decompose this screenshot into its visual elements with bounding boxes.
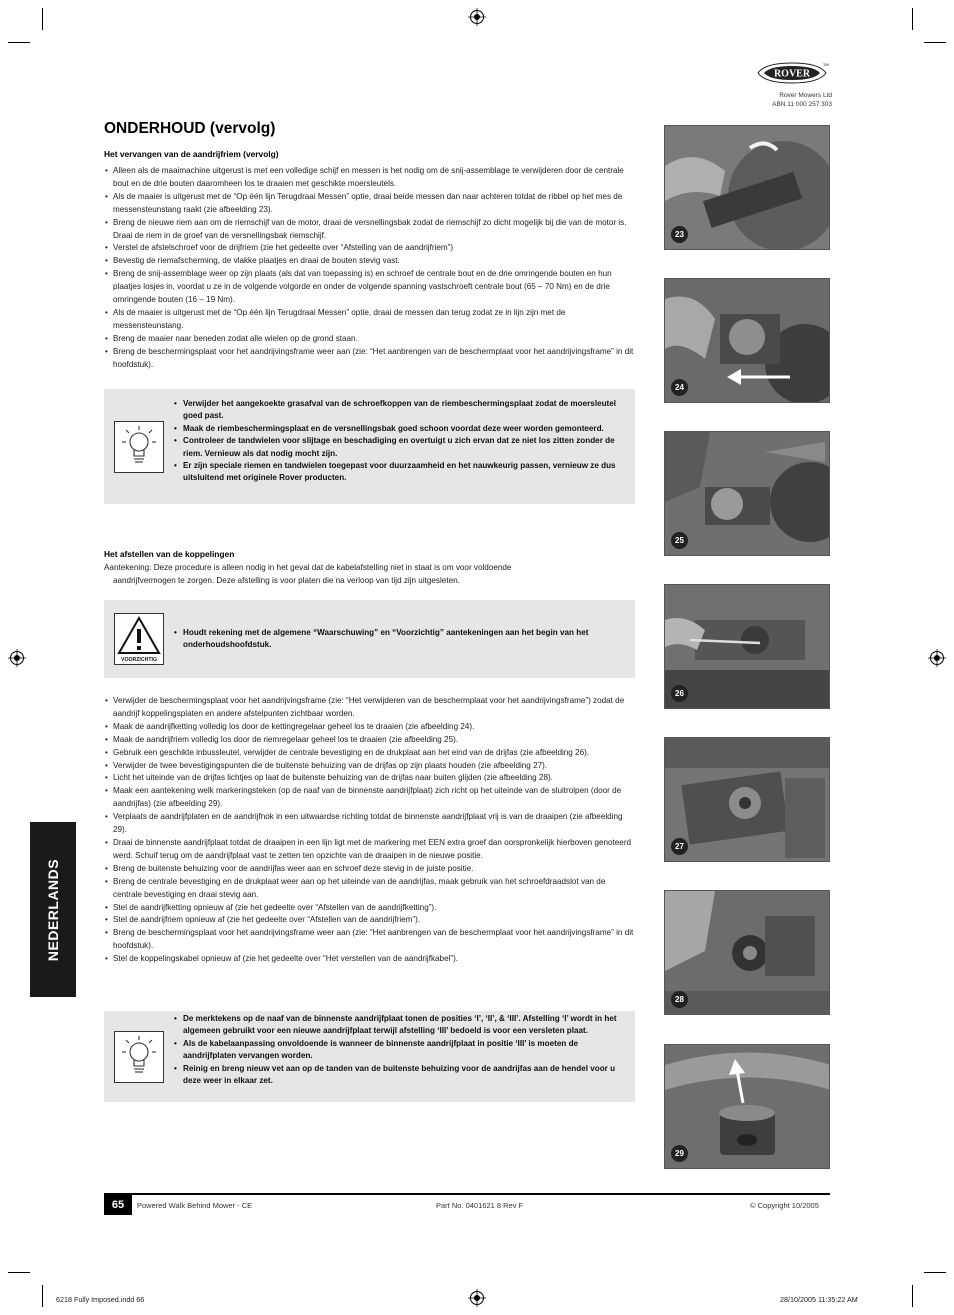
list-item: • Breng de nieuwe riem aan om de riemschijf van de motor, draai de versnellingsbak zodat de riemschijf zo dicht mogelijk bij die van de motor is. Draai de riem in de groef van de versnellingsbak riemschijf. bbox=[104, 217, 636, 243]
crop-mark bbox=[924, 42, 946, 43]
list-item: • Breng de buitenste behuizing voor de aandrijfas weer aan en schroef deze stevig in de juiste positie. bbox=[104, 863, 636, 876]
registration-mark-icon bbox=[468, 8, 486, 26]
list-item: • Als de kabelaanpassing onvoldoende is wanneer de binnenste aandrijfplaat in positie ‘III’ is moeten de aandrijfplaten vervangen worden. bbox=[174, 1038, 621, 1063]
list-item: • Breng de snij-assemblage weer op zijn plaats (als dat van toepassing is) en schroef de centrale bout en de drie omringende bouten en hun plaatjes losjes in, voordat u ze in de volgende volgorde en onder de volgende spanning vastschroeft centrale bout (65 – 70 Nm) en de drie omringende bouten (16 – 19 Nm). bbox=[104, 268, 636, 307]
list-item: • Draai de binnenste aandrijfplaat totdat de draaipen in een lijn ligt met de markering met EEN extra groef dan oorspronkelijk hierboven genoteerd werd. Schuif terug om de aandrijfplaat vast te zetten ten opzichte van de draaipen in de nieuwe positie. bbox=[104, 837, 636, 863]
photo-image bbox=[665, 585, 830, 709]
photo-image bbox=[665, 279, 830, 403]
figure-24-photo bbox=[664, 278, 830, 403]
list-item: • Houdt rekening met de algemene “Waarschuwing” en “Voorzichtig” aantekeningen aan het begin van het onderhoudshoofdstuk. bbox=[174, 627, 621, 652]
note-line: Aantekening: Deze procedure is alleen nodig in het geval dat de kabelafstelling niet in staat is om voor voldoende bbox=[104, 563, 512, 572]
list-item: • Controleer de tandwielen voor slijtage en beschadiging en overtuigt u zich ervan dat ze niet los zitten zonder de riem. Vernieuw als dat nodig mocht zijn. bbox=[174, 435, 621, 460]
list-item: • Bevestig de riemafscherming, de vlakke plaatjes en draai de bouten stevig vast. bbox=[104, 255, 636, 268]
figure-number: 28 bbox=[671, 991, 688, 1008]
list-item: • Verwijder de beschermingsplaat voor het aandrijvingsframe (zie: “Het verwijderen van de beschermplaat voor het aandrijvingsframe”) zodat de aandrijf koppelingsplaten en andere afstelpunten zichtbaar worden. bbox=[104, 695, 636, 721]
photo-image bbox=[665, 126, 830, 250]
tip-box bbox=[104, 1011, 635, 1102]
list-item: • Licht het uiteinde van de drijfas lichtjes op laat de buitenste behuizing van de drijfas naar buiten glijden (zie afbeelding 28). bbox=[104, 772, 636, 785]
list-item: • Reinig en breng nieuw vet aan op de tanden van de buitenste behuizing voor de aandrijfas aan de hendel voor u deze weer in elkaar zet. bbox=[174, 1063, 621, 1088]
list-item: • Breng de maaier naar beneden zodat alle wielen op de grond staan. bbox=[104, 333, 636, 346]
tip-text bbox=[174, 1013, 621, 1087]
photo-image bbox=[665, 738, 830, 862]
slug-filename: 6218 Fully Imposed.indd 66 bbox=[56, 1295, 145, 1304]
photo-image bbox=[665, 1045, 830, 1169]
list-item: • Breng de beschermingsplaat voor het aandrijvingsframe weer aan (zie: “Het aanbrengen van de beschermplaat voor het aandrijvingsframe” in dit hoofdstuk). bbox=[104, 346, 636, 372]
figure-28-photo bbox=[664, 890, 830, 1015]
crop-mark bbox=[924, 1272, 946, 1273]
figure-29-photo bbox=[664, 1044, 830, 1169]
registration-mark-icon bbox=[8, 649, 26, 667]
clutch-steps-list bbox=[104, 695, 636, 966]
footer-product: Powered Walk Behind Mower - CE bbox=[137, 1201, 253, 1210]
photo-image bbox=[665, 432, 830, 556]
list-item: • Stel de aandrijfriem opnieuw af (zie het gedeelte over “Afstellen van de aandrijfriem”). bbox=[104, 914, 636, 927]
rover-logo bbox=[752, 60, 832, 109]
list-item: • Stel de koppelingskabel opnieuw af (zie het gedeelte over “Het verstellen van de aandrijfkabel”). bbox=[104, 953, 636, 966]
crop-mark bbox=[42, 1285, 43, 1307]
slug-date: 28/10/2005 11:35:22 AM bbox=[780, 1295, 858, 1304]
footer-rule bbox=[104, 1193, 830, 1195]
clutch-note bbox=[104, 562, 636, 588]
list-item: • Stel de aandrijfketting opnieuw af (zie het gedeelte over “Afstellen van de aandrijfketting”). bbox=[104, 902, 636, 915]
figure-27-photo bbox=[664, 737, 830, 862]
crop-mark bbox=[912, 1285, 913, 1307]
registration-mark-icon bbox=[928, 649, 946, 667]
list-item: • Maak de aandrijfriem volledig los door de riemregelaar geheel los te draaien (zie afbeelding 25). bbox=[104, 734, 636, 747]
photo-image bbox=[665, 891, 830, 1015]
figure-23-photo bbox=[664, 125, 830, 250]
footer-copyright: © Copyright 10/2005 bbox=[750, 1201, 819, 1210]
belt-steps-list bbox=[104, 165, 636, 372]
figure-number: 26 bbox=[671, 685, 688, 702]
crop-mark bbox=[42, 8, 43, 30]
lightbulb-icon bbox=[114, 421, 164, 473]
list-item: • Verstel de afstelschroef voor de drijfriem (zie het gedeelte over “Afstelling van de aandrijfriem”) bbox=[104, 242, 636, 255]
warning-box bbox=[104, 600, 635, 678]
section-heading-belt: Het vervangen van de aandrijfriem (vervolg) bbox=[104, 149, 279, 159]
warning-text bbox=[174, 627, 621, 652]
list-item: • Verwijder de twee bevestigingspunten die de buitenste behuizing van de drijfas op zijn plaats houden (zie afbeelding 27). bbox=[104, 760, 636, 773]
list-item: • Maak een aantekening welk markeringsteken (op de naaf van de binnenste aandrijfplaat) zich richt op het uiteinde van de sluitrolpen (door de aandrijfas) (zie afbeelding 29). bbox=[104, 785, 636, 811]
figure-number: 25 bbox=[671, 532, 688, 549]
list-item: • Alleen als de maaimachine uitgerust is met een volledige schijf en messen is het nodig om de snij-assemblage te verwijderen door de centrale bout en de drie bouten daaromheen los te draaien met geschikte moersleutels. bbox=[104, 165, 636, 191]
warning-triangle-icon bbox=[114, 613, 164, 665]
list-item: • Maak de aandrijfketting volledig los door de kettingregelaar geheel los te draaien (zie afbeelding 24). bbox=[104, 721, 636, 734]
company-name: Rover Mowers Ltd bbox=[779, 92, 832, 99]
list-item: • Maak de riembeschermingsplaat en de versnellingsbak goed schoon voordat deze weer worden gemonteerd. bbox=[174, 423, 621, 435]
tip-text bbox=[174, 398, 621, 485]
note-line: aandrijfvermogen te zorgen. Deze afstelling is voor platen die na verloop van tijd zijn uitgesleten. bbox=[113, 575, 460, 585]
figure-26-photo bbox=[664, 584, 830, 709]
section-heading-clutch: Het afstellen van de koppelingen bbox=[104, 549, 235, 559]
logo-text: ROVER bbox=[773, 68, 811, 80]
warning-label: VOORZICHTIG bbox=[120, 657, 158, 663]
list-item: • Verwijder het aangekoekte grasafval van de schroefkoppen van de riembeschermingsplaat zodat de moersleutel goed past. bbox=[174, 398, 621, 423]
footer-part-number: Part No. 0401621 8 Rev F bbox=[436, 1201, 524, 1210]
rover-logo-badge-icon bbox=[755, 60, 829, 86]
figure-number: 29 bbox=[671, 1145, 688, 1162]
list-item: • Er zijn speciale riemen en tandwielen toegepast voor duurzaamheid en het nauwkeurig passen, vernieuw ze dus uitsluitend met originele Rover producten. bbox=[174, 460, 621, 485]
list-item: • Als de maaier is uitgerust met de “Op één lijn Terugdraai Messen” optie, draai de messen dan terug zodat ze in lijn zijn met de messensteunstang. bbox=[104, 307, 636, 333]
page-number: 65 bbox=[104, 1195, 132, 1215]
figure-25-photo bbox=[664, 431, 830, 556]
logo-tm: TM bbox=[823, 62, 829, 67]
list-item: • Breng de beschermingsplaat voor het aandrijvingsframe weer aan (zie: “Het aanbrengen van de beschermplaat voor het aandrijvingsframe” in dit hoofdstuk). bbox=[104, 927, 636, 953]
figure-number: 27 bbox=[671, 838, 688, 855]
figure-number: 23 bbox=[671, 226, 688, 243]
lightbulb-icon bbox=[114, 1031, 164, 1083]
list-item: • Als de maaier is uitgerust met de “Op één lijn Terugdraai Messen” optie, draai beide messen dan naar achteren totdat de ribbel op het mes de messensteunstang raakt (zie afbeelding 23). bbox=[104, 191, 636, 217]
tip-box bbox=[104, 389, 635, 504]
language-tab-label: NEDERLANDS bbox=[45, 858, 61, 961]
company-abn: ABN 11 000 257 303 bbox=[772, 101, 832, 108]
page-title: ONDERHOUD (vervolg) bbox=[104, 120, 276, 137]
list-item: • Breng de centrale bevestiging en de drukplaat weer aan op het uiteinde van de aandrijfas, maak gebruik van het schroefdraadslot van de centrale bevestiging en draai stevig aan. bbox=[104, 876, 636, 902]
registration-mark-icon bbox=[468, 1289, 486, 1307]
list-item: • Gebruik een geschikte inbussleutel, verwijder de centrale bevestiging en de drukplaat aan het eind van de drijfas (zie afbeelding 26). bbox=[104, 747, 636, 760]
figure-number: 24 bbox=[671, 379, 688, 396]
language-tab bbox=[30, 822, 76, 997]
crop-mark bbox=[912, 8, 913, 30]
crop-mark bbox=[8, 42, 30, 43]
list-item: • Verplaats de aandrijfplaten en de aandrijfnok in een uitwaardse richting totdat de binnenste aandrijfplaat vrij is van de draaipen (zie afbeelding 29). bbox=[104, 811, 636, 837]
crop-mark bbox=[8, 1272, 30, 1273]
list-item: • De merktekens op de naaf van de binnenste aandrijfplaat tonen de posities ‘I’, ‘II’, & ‘III’. Afstelling ‘I’ wordt in het algemeen gebruikt voor een nieuwe aandrijfplaat terwijl afstelling ‘III’ bedoeld is voor een versleten plaat. bbox=[174, 1013, 621, 1038]
